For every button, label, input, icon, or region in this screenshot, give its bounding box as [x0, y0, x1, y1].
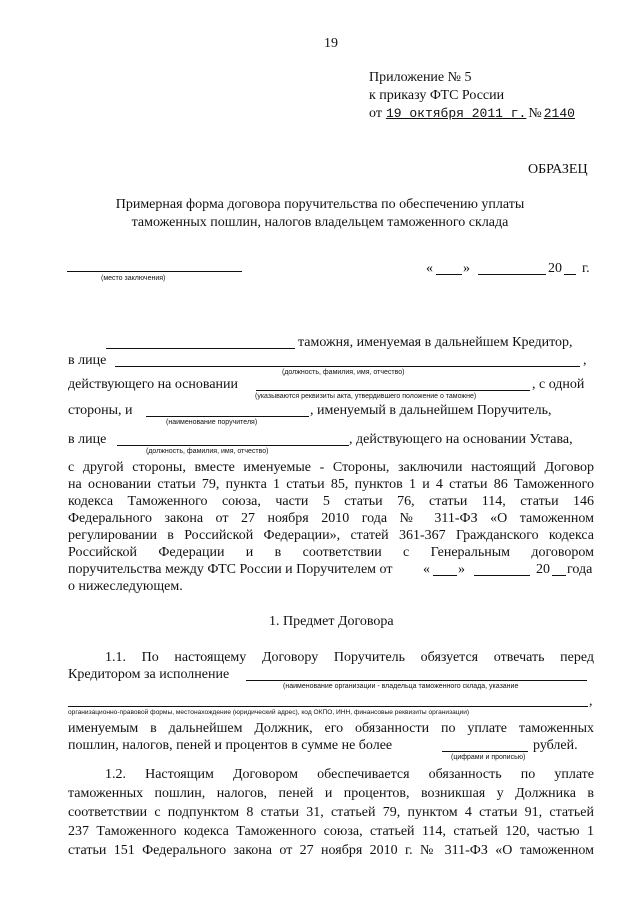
year-prefix: 20 — [548, 261, 562, 276]
place-line[interactable] — [67, 271, 242, 272]
surety-caption: (наименование поручителя) — [166, 419, 258, 426]
document-title-line1: Примерная форма договора поручительства по обеспечению уплаты — [115, 197, 525, 212]
surety-text: , именуемый в дальнейшем Поручитель, — [310, 403, 552, 418]
preamble-line-4: Федерального закона от 27 ноября 2010 года № 311-ФЗ «О таможенном — [68, 511, 594, 526]
details-comma: , — [589, 694, 593, 709]
date-open-quote: « — [426, 261, 433, 276]
p12-line3: соответствии с подпунктом 8 статьи 31, статьей 79, пунктом 4 статьи 91, статьей — [68, 805, 594, 820]
gd-year-prefix: 20 — [536, 562, 550, 577]
side-and-label: стороны, и — [68, 403, 133, 418]
surety-name-line[interactable] — [146, 416, 309, 417]
preamble-close-quote: » — [458, 562, 465, 577]
surety-representative-line[interactable] — [117, 445, 349, 446]
in-person-label: в лице — [68, 353, 107, 368]
place-caption: (место заключения) — [101, 275, 166, 282]
order-date-value: 19 октября 2011 г. — [385, 106, 527, 121]
appendix-line: Приложение № 5 — [369, 70, 472, 85]
p11-line3: именуемым в дальнейшем Должник, его обязанности по уплате таможенных — [68, 721, 594, 736]
month-line[interactable] — [478, 274, 546, 275]
preamble-line-5: регулировании в Российской Федерации», статей 361-367 Гражданского кодекса — [68, 528, 594, 543]
amount-line[interactable] — [442, 751, 528, 752]
date-prefix: от — [369, 106, 382, 121]
basis-label: действующего на основании — [68, 377, 239, 392]
debtor-name-line[interactable] — [246, 680, 587, 681]
comma: , — [583, 353, 587, 368]
date-close-quote: » — [463, 261, 470, 276]
preamble-end: о нижеследующем. — [68, 579, 183, 594]
customs-name-line[interactable] — [106, 348, 295, 349]
person-caption-2: (должность, фамилия, имя, отчество) — [146, 448, 269, 455]
day-line[interactable] — [436, 274, 462, 275]
p12-line4: 237 Таможенного кодекса Таможенного союза, статьей 114, статьей 120, частью 1 — [68, 824, 594, 839]
preamble-line-7: поручительства между ФТС России и Поручителем от — [68, 562, 393, 577]
section-heading: 1. Предмет Договора — [269, 614, 394, 629]
page-number: 19 — [324, 36, 338, 51]
number-sign: № — [528, 106, 542, 121]
gd-day-line[interactable] — [433, 575, 457, 576]
one-side-text: , с одной — [532, 377, 585, 392]
gd-year-suffix: года — [567, 562, 593, 577]
year-suffix: г. — [582, 261, 590, 276]
person-caption: (должность, фамилия, имя, отчество) — [282, 369, 405, 376]
debtor-details-line[interactable] — [68, 706, 588, 707]
charter-text: , действующего на основании Устава, — [349, 432, 573, 447]
preamble-line-2: на основании статьи 79, пункта 1 статьи 85, пунктов 1 и 4 статьи 86 Таможенного — [68, 477, 594, 492]
order-date-line — [369, 106, 589, 122]
p12-line2: таможенных пошлин, налогов, пеней и процентов, возникшая у Должника в — [68, 786, 594, 801]
org-caption-1: (наименование организации - владельца таможенного склада, указание — [283, 683, 519, 690]
org-caption-2: организационно-правовой формы, местонахождение (юридический адрес), код ОКПО, ИНН, финансовые реквизиты организации) — [68, 709, 470, 716]
representative-line[interactable] — [115, 366, 580, 367]
document-title-line2: таможенных пошлин, налогов владельцем таможенного склада — [131, 215, 509, 230]
gd-month-line[interactable] — [474, 575, 530, 576]
p11-line1: 1.1. По настоящему Договору Поручитель обязуется отвечать перед — [105, 650, 594, 665]
p12-line1: 1.2. Настоящим Договором обеспечивается обязанность по уплате — [105, 767, 594, 782]
preamble-open-quote: « — [423, 562, 430, 577]
p11-line4: пошлин, налогов, пеней и процентов в сумме не более — [68, 738, 393, 753]
order-number-value: 2140 — [543, 106, 575, 121]
gd-year-line[interactable] — [552, 575, 566, 576]
preamble-line-1: с другой стороны, вместе именуемые - Стороны, заключили настоящий Договор — [68, 460, 594, 475]
preamble-line-3: кодекса Таможенного союза, части 5 статьи 76, статьи 114, статьи 146 — [68, 494, 594, 509]
parties-line1: таможня, именуемая в дальнейшем Кредитор, — [298, 335, 573, 350]
preamble-line-6: Российской Федерации и в соответствии с Генеральным договором — [68, 545, 594, 560]
amount-caption: (цифрами и прописью) — [451, 754, 526, 761]
rubles-label: рублей. — [533, 738, 578, 753]
in-person-label-2: в лице — [68, 432, 107, 447]
p11-line2: Кредитором за исполнение — [68, 667, 230, 682]
year-line[interactable] — [564, 274, 576, 275]
p12-line5: статьи 151 Федерального закона от 27 ноября 2010 г. № 311-ФЗ «О таможенном — [68, 843, 594, 858]
basis-line[interactable] — [256, 390, 530, 391]
basis-caption: (указываются реквизиты акта, утвердившего положение о таможне) — [255, 393, 477, 400]
sample-label: ОБРАЗЕЦ — [528, 162, 588, 177]
order-line: к приказу ФТС России — [369, 88, 505, 103]
